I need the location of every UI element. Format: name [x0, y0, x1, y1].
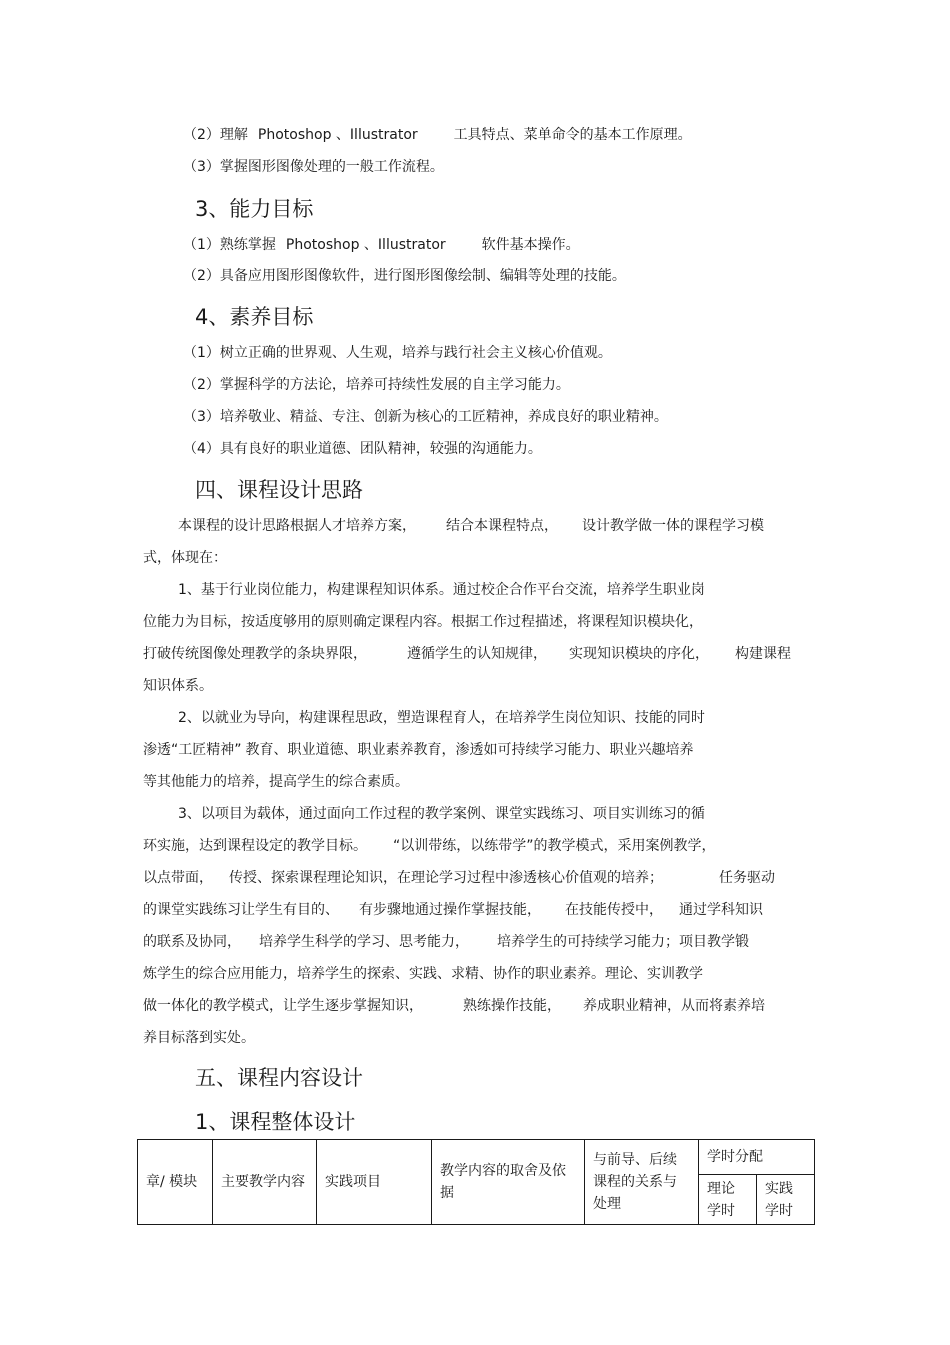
p3-seg-15: 熟练操作技能， [463, 998, 561, 1014]
p2-seg-2: 教育、职业道德、职业素养教育，渗透如可持续学习能力、职业兴趣培养 [245, 742, 694, 758]
course-design-table [137, 1139, 815, 1225]
intro-seg-2: 结合本课程特点， [446, 518, 558, 534]
section4-intro-line-2: 式，体现在： [143, 550, 227, 566]
ability-item-1 [183, 235, 580, 255]
quality-heading: 4、素养目标 [195, 305, 314, 329]
p3-seg-14: 做一体化的教学模式，让学生逐步掌握知识， [143, 998, 423, 1014]
header-practical-hours: 实践学时 [757, 1175, 815, 1225]
header-main-content: 主要教学内容 [213, 1140, 317, 1225]
p3-seg-4: 传授、探索课程理论知识，在理论学习过程中渗透核心价值观的培养； [229, 870, 663, 886]
quality-item-4: （4）具有良好的职业道德、团队精神，较强的沟通能力。 [183, 441, 542, 457]
quality-item-3: （3）培养敬业、精益、专注、创新为核心的工匠精神，养成良好的职业精神。 [183, 409, 668, 425]
ability-item-1-software: Photoshop 、Illustrator [285, 237, 446, 253]
p3-line-2 [143, 836, 716, 856]
p1-line-3 [143, 644, 791, 664]
p3-line-5 [143, 932, 749, 952]
p2-line-3: 等其他能力的培养，提高学生的综合素质。 [143, 774, 409, 790]
p2-seg-1: 渗透“工匠精神” [143, 742, 242, 758]
p1-seg-2: 遵循学生的认知规律， [407, 646, 547, 662]
p3-seg-6: 的课堂实践练习让学生有目的、 [143, 902, 339, 918]
section5-heading: 五、课程内容设计 [195, 1066, 363, 1090]
p3-seg-10: 的联系及协同， [143, 934, 241, 950]
knowledge-item-3: （3）掌握图形图像处理的一般工作流程。 [183, 159, 444, 175]
p3-line-7 [143, 996, 765, 1016]
knowledge-item-2-software: Photoshop 、Illustrator [257, 127, 418, 143]
quality-item-2: （2）掌握科学的方法论，培养可持续性发展的自主学习能力。 [183, 377, 570, 393]
p3-seg-1: 环实施，达到课程设定的教学目标。 [143, 838, 367, 854]
header-relation: 与前导、后续课程的关系与处理 [585, 1140, 699, 1225]
p3-seg-9: 通过学科知识 [679, 902, 763, 918]
p3-line-1: 3、以项目为载体，通过面向工作过程的教学案例、课堂实践练习、项目实训练习的循 [178, 806, 705, 822]
p3-line-6: 炼学生的综合应用能力，培养学生的探索、实践、求精、协作的职业素养。理论、实训教学 [143, 966, 703, 982]
intro-seg-1: 本课程的设计思路根据人才培养方案， [178, 518, 416, 534]
header-theory-hours: 理论学时 [699, 1175, 757, 1225]
p3-seg-7: 有步骤地通过操作掌握技能， [359, 902, 541, 918]
table-header-row-1 [138, 1140, 815, 1175]
p1-line-4: 知识体系。 [143, 678, 213, 694]
p1-seg-3: 实现知识模块的序化， [569, 646, 709, 662]
quality-item-1: （1）树立正确的世界观、人生观，培养与践行社会主义核心价值观。 [183, 345, 612, 361]
p1-line-1: 1、基于行业岗位能力，构建课程知识体系。通过校企合作平台交流，培养学生职业岗 [178, 582, 705, 598]
ability-item-2: （2）具备应用图形图像软件，进行图形图像绘制、编辑等处理的技能。 [183, 268, 626, 284]
intro-seg-3: 设计教学做一体的课程学习模 [582, 518, 764, 534]
p2-line-2 [143, 740, 694, 760]
p3-line-3 [143, 868, 775, 888]
p2-line-1: 2、以就业为导向，构建课程思政，塑造课程育人，在培养学生岗位知识、技能的同时 [178, 710, 705, 726]
p3-seg-3: 以点带面， [143, 870, 213, 886]
p3-seg-8: 在技能传授中， [565, 902, 663, 918]
section4-intro-line-1 [178, 516, 764, 536]
knowledge-item-2-suffix: 工具特点、菜单命令的基本工作原理。 [453, 127, 692, 143]
p3-line-8: 养目标落到实处。 [143, 1030, 255, 1046]
p3-seg-5: 任务驱动 [719, 870, 775, 886]
header-hours: 学时分配 [699, 1140, 815, 1175]
header-practice: 实践项目 [317, 1140, 432, 1225]
p3-seg-16: 养成职业精神，从而将素养培 [583, 998, 765, 1014]
p3-seg-12: 培养学生的可持续学习能力；项目教学锻 [497, 934, 749, 950]
header-selection: 教学内容的取舍及依据 [432, 1140, 585, 1225]
ability-item-1-suffix: 软件基本操作。 [481, 237, 580, 253]
p1-seg-4: 构建课程 [735, 646, 791, 662]
header-chapter: 章/ 模块 [138, 1140, 213, 1225]
p3-line-4 [143, 900, 763, 920]
p1-seg-1: 打破传统图像处理教学的条块界限， [143, 646, 367, 662]
knowledge-item-2-prefix: （2）理解 [183, 127, 248, 143]
section4-heading: 四、课程设计思路 [195, 478, 363, 502]
p3-seg-2: “以训带练，以练带学”的教学模式，采用案例教学， [393, 838, 716, 854]
p1-line-2: 位能力为目标，按适度够用的原则确定课程内容。根据工作过程描述，将课程知识模块化， [143, 614, 703, 630]
knowledge-item-2 [183, 125, 692, 145]
p3-seg-11: 培养学生科学的学习、思考能力， [259, 934, 469, 950]
ability-item-1-prefix: （1）熟练掌握 [183, 237, 276, 253]
section5-subheading: 1、课程整体设计 [195, 1110, 356, 1134]
ability-heading: 3、能力目标 [195, 197, 314, 221]
